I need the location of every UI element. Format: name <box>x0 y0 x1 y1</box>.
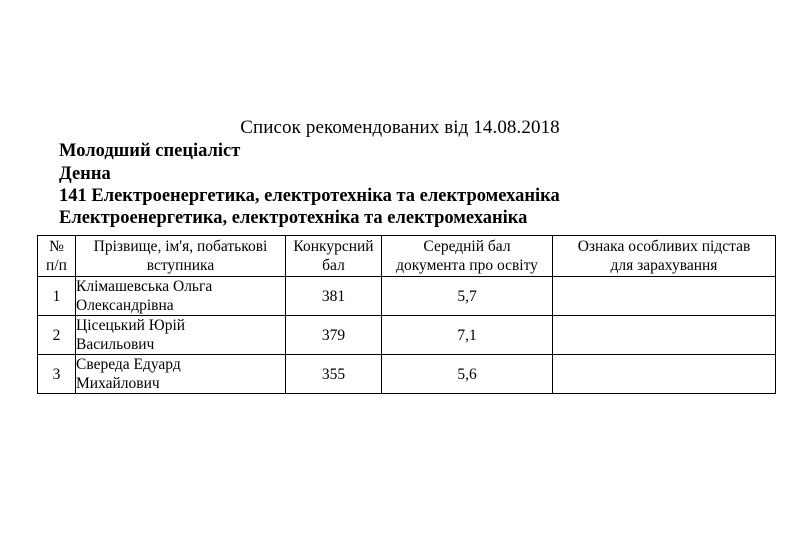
applicant-patronymic: Михайлович <box>76 375 160 392</box>
header-score-line1: Конкурсний <box>293 238 374 255</box>
header-average <box>382 236 553 277</box>
applicant-patronymic: Олександрівна <box>76 297 174 314</box>
special-basis <box>553 355 776 394</box>
row-number: 2 <box>38 316 76 355</box>
header-score <box>286 236 382 277</box>
applicant-name <box>76 316 286 355</box>
competitive-score: 355 <box>286 355 382 394</box>
competitive-score: 381 <box>286 277 382 316</box>
applicant-name <box>76 277 286 316</box>
applicant-surname-name: Свереда Едуард <box>76 356 181 373</box>
document-average: 5,7 <box>382 277 553 316</box>
specialty-heading: 141 Електроенергетика, електротехніка та електромеханіка <box>59 186 560 206</box>
header-score-line2: бал <box>322 257 345 274</box>
applicant-surname-name: Клімашевська Ольга <box>76 278 213 295</box>
program-heading: Електроенергетика, електротехніка та електромеханіка <box>59 208 528 228</box>
special-basis <box>553 316 776 355</box>
recommended-applicants-table <box>37 235 776 394</box>
row-number: 3 <box>38 355 76 394</box>
applicant-name <box>76 355 286 394</box>
document-average: 7,1 <box>382 316 553 355</box>
header-number <box>38 236 76 277</box>
header-name-line1: Прізвище, ім'я, побатькові <box>93 238 268 255</box>
document-title: Список рекомендованих від 14.08.2018 <box>240 117 560 138</box>
applicant-surname-name: Цісецький Юрій <box>76 317 186 334</box>
table-row <box>38 277 776 316</box>
study-form-heading: Денна <box>59 164 111 184</box>
header-basis-line2: для зарахування <box>610 257 718 274</box>
header-name <box>76 236 286 277</box>
header-average-line1: Середній бал <box>423 238 511 255</box>
document-average: 5,6 <box>382 355 553 394</box>
header-number-line1: № <box>49 238 64 255</box>
table-row <box>38 355 776 394</box>
header-basis-line1: Ознака особливих підстав <box>577 238 751 255</box>
header-basis <box>553 236 776 277</box>
header-name-line2: вступника <box>146 257 215 274</box>
special-basis <box>553 277 776 316</box>
applicant-patronymic: Васильович <box>76 336 155 353</box>
table-row <box>38 316 776 355</box>
row-number: 1 <box>38 277 76 316</box>
education-level-heading: Молодший спеціаліст <box>59 141 241 161</box>
header-average-line2: документа про освіту <box>396 257 538 274</box>
header-number-line2: п/п <box>46 257 67 274</box>
competitive-score: 379 <box>286 316 382 355</box>
table-header-row <box>38 236 776 277</box>
